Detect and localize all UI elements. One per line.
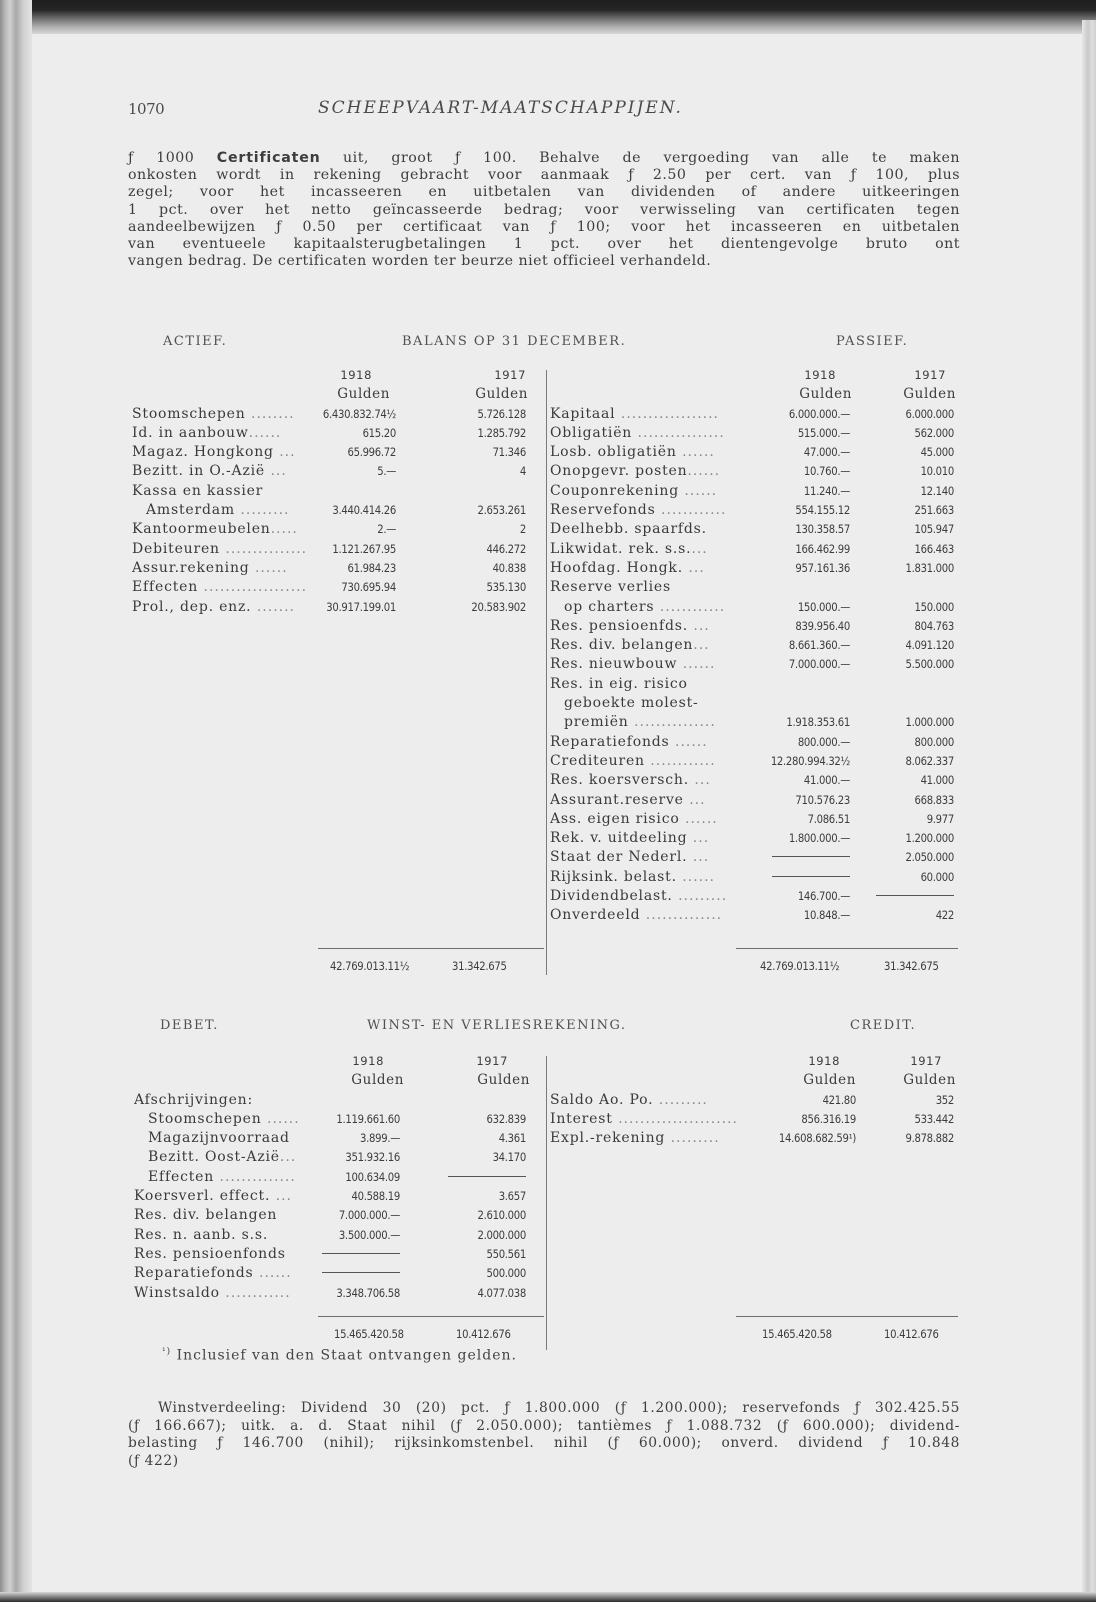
value-1918: 166.462.99 — [795, 542, 850, 556]
row-label: Magazijnvoorraad — [148, 1130, 290, 1147]
actief-label: ACTIEF. — [163, 334, 228, 349]
value-1917: 500.000 — [486, 1267, 526, 1281]
value-1917: 446.272 — [486, 542, 526, 556]
asset-row — [132, 462, 532, 481]
liability-row — [550, 887, 956, 906]
credit-table — [550, 1052, 956, 1148]
value-1917: 800.000 — [914, 735, 954, 749]
row-label: Bezitt. in O.-Azië ... — [132, 463, 287, 480]
value-1918: 61.984.23 — [347, 561, 396, 575]
value-1917: 535.130 — [486, 581, 526, 595]
value-1918: 41.000.— — [803, 774, 850, 788]
scan-binding-edge — [0, 0, 32, 1602]
assets-rows — [132, 405, 532, 617]
row-label: Res. nieuwbouw ...... — [550, 656, 716, 673]
row-label: Afschrijvingen: — [134, 1091, 253, 1108]
debit-row — [134, 1091, 532, 1110]
row-label: Ass. eigen risico ...... — [550, 810, 718, 827]
value-1917: 1.831.000 — [905, 561, 954, 575]
running-head: SCHEEPVAART-MAATSCHAPPIJEN. — [318, 98, 683, 118]
credit-row — [550, 1110, 956, 1129]
page-number: 1070 — [128, 100, 165, 118]
value-1918: 1.800.000.— — [788, 832, 850, 846]
assets-table — [132, 366, 532, 617]
value-1917: 4 — [519, 465, 526, 479]
row-label: Stoomschepen ...... — [148, 1110, 300, 1127]
liability-row — [550, 713, 956, 732]
value-1917: 71.346 — [492, 446, 526, 460]
value-1917: 352 — [935, 1093, 954, 1107]
value-1918: 6.000.000.— — [788, 407, 850, 421]
liability-row — [550, 675, 956, 694]
column-years-row: 1918 1917 — [340, 368, 526, 382]
row-label: Effecten .............. — [148, 1168, 296, 1185]
liability-row — [550, 424, 956, 443]
debit-table — [134, 1052, 532, 1303]
total-liabilities-1917: 31.342.675 — [884, 960, 939, 973]
value-1918: 47.000.— — [803, 446, 850, 460]
value-1917: 5.500.000 — [905, 658, 954, 672]
total-liabilities-1918: 42.769.013.11½ — [760, 960, 840, 973]
row-label: Staat der Nederl. ... — [550, 849, 710, 866]
liability-row — [550, 559, 956, 578]
intro-line: vangen bedrag. De certificaten worden ter beurze niet officieel verhandeld. — [128, 253, 712, 270]
liability-row — [550, 540, 956, 559]
row-label: Res. n. aanb. s.s. — [134, 1226, 269, 1243]
row-label: Deelhebb. spaarfds. — [550, 521, 707, 538]
asset-row — [132, 559, 532, 578]
value-1918: 10.848.— — [803, 909, 850, 923]
profit-loss-title: WINST- EN VERLIESREKENING. — [367, 1018, 627, 1033]
total-credit-1917: 10.412.676 — [884, 1328, 939, 1341]
credit-row — [550, 1129, 956, 1148]
certificaten-term: Certificaten — [216, 150, 321, 166]
row-label: Res. div. belangen — [134, 1207, 278, 1224]
column-unit-row: Gulden Gulden — [803, 1072, 956, 1089]
row-label: Likwidat. rek. s.s.... — [550, 540, 708, 557]
value-1917: 12.140 — [920, 484, 954, 498]
liabilities-total-rule — [736, 948, 958, 949]
row-label: Koersverl. effect. ... — [134, 1188, 293, 1205]
row-label: Obligatiën ................ — [550, 424, 725, 441]
value-1918: 615.20 — [362, 426, 396, 440]
debit-row — [134, 1264, 532, 1283]
value-1917: 3.657 — [498, 1190, 526, 1204]
total-debit-1918: 15.465.420.58 — [334, 1328, 404, 1341]
value-1918 — [772, 848, 850, 867]
value-1917: 6.000.000 — [905, 407, 954, 421]
liability-row — [550, 636, 956, 655]
row-label: Reparatiefonds ...... — [550, 733, 708, 750]
liability-row — [550, 829, 956, 848]
value-1918: 1.121.267.95 — [332, 542, 396, 556]
row-label: Assur.rekening ...... — [132, 559, 288, 576]
liability-row — [550, 520, 956, 539]
debit-rows — [134, 1091, 532, 1303]
value-1918: 130.358.57 — [795, 523, 850, 537]
liability-row — [550, 405, 956, 424]
liability-row — [550, 462, 956, 481]
row-label: Reserve verlies — [550, 579, 671, 596]
distribution-line: Winstverdeeling: Dividend 30 (20) pct. ƒ 1.800.000 (ƒ 1.200.000); reservefonds ƒ 302.425.55 — [158, 1400, 960, 1416]
value-1918 — [322, 1264, 400, 1283]
asset-row — [132, 501, 532, 520]
value-1918: 30.917.199.01 — [326, 600, 396, 614]
value-1917: 1.000.000 — [905, 716, 954, 730]
row-label: Prol., dep. enz. ....... — [132, 598, 296, 615]
row-label: Kassa en kassier — [132, 482, 264, 499]
intro-line: zegel; voor het incasseeren en uitbetalen van dividenden of andere uitkeeringen — [128, 184, 960, 201]
distribution-line: (ƒ 166.667); uitk. a. d. Staat nihil (ƒ 2.050.000); tantièmes ƒ 1.088.732 (ƒ 600.000); dividend- — [128, 1417, 960, 1434]
balance-divider — [546, 370, 547, 975]
value-1917: 668.833 — [914, 793, 954, 807]
row-label: Winstsaldo ............ — [134, 1284, 291, 1301]
scan-right-edge — [1082, 20, 1096, 1602]
value-1918: 856.316.19 — [801, 1112, 856, 1126]
value-1918: 146.700.— — [797, 890, 850, 904]
liability-row — [550, 443, 956, 462]
value-1918: 421.80 — [822, 1093, 856, 1107]
value-1917: 804.763 — [914, 619, 954, 633]
value-1918: 8.661.360.— — [788, 639, 850, 653]
column-years-row: 1918 1917 — [804, 368, 946, 382]
debit-row — [134, 1226, 532, 1245]
row-label: Kantoormeubelen..... — [132, 521, 298, 538]
total-debit-1917: 10.412.676 — [456, 1328, 511, 1341]
row-label: Dividendbelast. ......... — [550, 888, 728, 905]
liability-row — [550, 771, 956, 790]
row-label: Effecten ................... — [132, 579, 308, 596]
value-1917: 60.000 — [920, 870, 954, 884]
value-1917: 40.838 — [492, 561, 526, 575]
row-label: Res. koersversch. ... — [550, 772, 711, 789]
value-1918: 1.119.661.60 — [336, 1112, 400, 1126]
liability-row — [550, 617, 956, 636]
row-label: Kapitaal .................. — [550, 405, 720, 422]
liability-row — [550, 598, 956, 617]
value-1918: 710.576.23 — [795, 793, 850, 807]
distribution-line: (ƒ 422) — [128, 1452, 179, 1469]
debit-row — [134, 1245, 532, 1264]
footnote: $^{^1)}$ Inclusief van den Staat ontvangen gelden. — [162, 1347, 517, 1364]
row-label: Amsterdam ......... — [146, 502, 290, 519]
column-years-row: 1918 1917 — [352, 1054, 508, 1068]
liability-row — [550, 810, 956, 829]
value-1917: 41.000 — [920, 774, 954, 788]
value-1918: 7.000.000.— — [788, 658, 850, 672]
row-label: premiën ............... — [564, 714, 716, 731]
value-1917: 10.010 — [920, 465, 954, 479]
distribution-line: belasting ƒ 146.700 (nihil); rijksinkomstenbel. nihil (ƒ 60.000); onverd. dividend ƒ 10.848 — [128, 1435, 960, 1451]
footnote-marker: ¹) — [162, 1347, 172, 1357]
nil-dash — [322, 1253, 400, 1254]
value-1918: 2.— — [377, 523, 396, 537]
debit-row — [134, 1168, 532, 1187]
liability-row — [550, 752, 956, 771]
value-1917: 4.077.038 — [477, 1286, 526, 1300]
row-label: Id. in aanbouw...... — [132, 424, 282, 441]
value-1918: 150.000.— — [797, 600, 850, 614]
row-label: Res. div. belangen... — [550, 637, 710, 654]
value-1918: 7.000.000.— — [338, 1209, 400, 1223]
liability-row — [550, 482, 956, 501]
row-label: Debiteuren ............... — [132, 540, 308, 557]
intro-line: onkosten wordt in rekening gebracht voor aanmaak ƒ 2.50 per cert. van ƒ 100, plus — [128, 167, 960, 184]
liability-row — [550, 501, 956, 520]
credit-row — [550, 1091, 956, 1110]
assets-total-rule — [318, 948, 544, 949]
total-assets-1917: 31.342.675 — [452, 960, 507, 973]
value-1918: 11.240.— — [803, 484, 850, 498]
liability-row — [550, 848, 956, 867]
liabilities-table — [550, 366, 956, 926]
value-1917: 2.050.000 — [905, 851, 954, 865]
row-label: Magaz. Hongkong ... — [132, 444, 296, 461]
liability-row — [550, 694, 956, 713]
scan-bottom-edge — [0, 1592, 1096, 1602]
liability-row — [550, 655, 956, 674]
debet-label: DEBET. — [160, 1018, 219, 1033]
value-1917: 251.663 — [914, 504, 954, 518]
value-1918: 65.996.72 — [347, 446, 396, 460]
debit-total-rule — [318, 1316, 544, 1317]
value-1917: 34.170 — [492, 1151, 526, 1165]
debit-row — [134, 1129, 532, 1148]
passief-label: PASSIEF. — [836, 334, 909, 349]
value-1917: 8.062.337 — [905, 754, 954, 768]
row-label: Saldo Ao. Po. ......... — [550, 1091, 708, 1108]
credit-total-rule — [736, 1316, 958, 1317]
value-1918 — [772, 868, 850, 887]
debit-row — [134, 1110, 532, 1129]
row-label: Res. in eig. risico — [550, 675, 688, 692]
column-unit-row: Gulden Gulden — [337, 386, 528, 403]
row-label: Rek. v. uitdeeling ... — [550, 830, 710, 847]
asset-row — [132, 424, 532, 443]
value-1917: 632.839 — [486, 1112, 526, 1126]
asset-row — [132, 540, 532, 559]
total-credit-1918: 15.465.420.58 — [762, 1328, 832, 1341]
row-label: Couponrekening ...... — [550, 482, 718, 499]
debit-row — [134, 1187, 532, 1206]
intro-line: van eventueele kapitaalsterugbetalingen 1 pct. over het dientengevolge bruto ont — [128, 236, 960, 253]
asset-row — [132, 598, 532, 617]
column-years-row: 1918 1917 — [808, 1054, 942, 1068]
value-1918: 515.000.— — [797, 426, 850, 440]
value-1918: 3.899.— — [360, 1132, 400, 1146]
value-1917: 9.977 — [926, 812, 954, 826]
value-1917: 5.726.128 — [477, 407, 526, 421]
asset-row — [132, 578, 532, 597]
row-label: Crediteuren ............ — [550, 752, 716, 769]
value-1918: 554.155.12 — [795, 504, 850, 518]
scan-top-edge — [0, 0, 1096, 34]
value-1917: 150.000 — [914, 600, 954, 614]
value-1917 — [448, 1168, 526, 1187]
debit-row — [134, 1206, 532, 1225]
row-label: Bezitt. Oost-Azië... — [148, 1149, 297, 1166]
asset-row — [132, 443, 532, 462]
nil-dash — [322, 1272, 400, 1273]
value-1917: 533.442 — [914, 1112, 954, 1126]
row-label: Expl.-rekening ......... — [550, 1130, 720, 1147]
value-1917: 166.463 — [914, 542, 954, 556]
value-1918: 957.161.36 — [795, 561, 850, 575]
intro-paragraph — [128, 150, 960, 270]
value-1918: 1.918.353.61 — [786, 716, 850, 730]
value-1918: 839.956.40 — [795, 619, 850, 633]
balance-sheet-title: BALANS OP 31 DECEMBER. — [402, 334, 627, 349]
value-1918: 3.348.706.58 — [336, 1286, 400, 1300]
row-label: Rijksink. belast. ...... — [550, 868, 715, 885]
credit-rows — [550, 1091, 956, 1149]
value-1917: 45.000 — [920, 446, 954, 460]
row-label: Reservefonds ............ — [550, 502, 727, 519]
value-1918: 6.430.832.74½ — [322, 407, 396, 421]
debit-row — [134, 1284, 532, 1303]
value-1918: 351.932.16 — [345, 1151, 400, 1165]
intro-line: aandeelbewijzen ƒ 0.50 per certificaat van ƒ 100; voor het incasseeren en uitbetalen — [128, 218, 960, 235]
liability-row — [550, 733, 956, 752]
value-1918: 7.086.51 — [807, 812, 850, 826]
value-1917: 550.561 — [486, 1247, 526, 1261]
liability-row — [550, 578, 956, 597]
value-1917: 1.285.792 — [477, 426, 526, 440]
row-label: Hoofdag. Hongk. ... — [550, 559, 705, 576]
column-unit-row: Gulden Gulden — [351, 1072, 530, 1089]
value-1918: 12.280.994.32½ — [770, 754, 850, 768]
value-1917 — [876, 887, 954, 906]
liability-row — [550, 791, 956, 810]
profit-distribution-paragraph — [128, 1400, 960, 1470]
value-1918: 3.500.000.— — [338, 1228, 400, 1242]
intro-line: ƒ 1000 Certificaten uit, groot ƒ 100. Behalve de vergoeding van alle te maken — [128, 150, 960, 166]
value-1917: 2.610.000 — [477, 1209, 526, 1223]
row-label: Losb. obligatiën ...... — [550, 444, 715, 461]
row-label: Interest ...................... — [550, 1110, 739, 1127]
value-1917: 2.000.000 — [477, 1228, 526, 1242]
value-1918: 5.— — [377, 465, 396, 479]
value-1917: 4.361 — [498, 1132, 526, 1146]
liabilities-rows — [550, 405, 956, 926]
row-label: Assurant.reserve ... — [550, 791, 706, 808]
nil-dash — [876, 895, 954, 896]
value-1917: 2.653.261 — [477, 504, 526, 518]
row-label: op charters ............ — [564, 598, 726, 615]
asset-row — [132, 520, 532, 539]
liability-row — [550, 868, 956, 887]
total-assets-1918: 42.769.013.11½ — [330, 960, 410, 973]
value-1917: 20.583.902 — [471, 600, 526, 614]
value-1918: 14.608.682.59¹) — [778, 1132, 856, 1146]
row-label: Stoomschepen ........ — [132, 405, 295, 422]
value-1917: 105.947 — [914, 523, 954, 537]
value-1917: 9.878.882 — [905, 1132, 954, 1146]
nil-dash — [772, 856, 850, 857]
credit-label: CREDIT. — [850, 1018, 917, 1033]
value-1918: 100.634.09 — [345, 1170, 400, 1184]
row-label: Onopgevr. posten...... — [550, 463, 721, 480]
value-1917: 1.200.000 — [905, 832, 954, 846]
nil-dash — [772, 876, 850, 877]
row-label: Onverdeeld .............. — [550, 907, 723, 924]
row-label: Res. pensioenfds. ... — [550, 617, 710, 634]
debit-row — [134, 1148, 532, 1167]
value-1917: 4.091.120 — [905, 639, 954, 653]
column-unit-row: Gulden Gulden — [799, 386, 956, 403]
row-label: Res. pensioenfonds — [134, 1245, 286, 1262]
nil-dash — [448, 1176, 526, 1177]
value-1918 — [322, 1245, 400, 1264]
intro-line: 1 pct. over het netto geïncasseerde bedrag; voor verwisseling van certificaten tegen — [128, 201, 960, 218]
row-label: Reparatiefonds ...... — [134, 1265, 292, 1282]
value-1918: 730.695.94 — [341, 581, 396, 595]
liability-row — [550, 906, 956, 925]
asset-row — [132, 405, 532, 424]
value-1917: 422 — [935, 909, 954, 923]
profit-loss-divider — [546, 1056, 547, 1350]
value-1917: 2 — [519, 523, 526, 537]
row-label: geboekte molest- — [564, 695, 699, 712]
value-1918: 800.000.— — [797, 735, 850, 749]
value-1918: 40.588.19 — [351, 1190, 400, 1204]
value-1918: 10.760.— — [803, 465, 850, 479]
value-1917: 562.000 — [914, 426, 954, 440]
asset-row — [132, 482, 532, 501]
value-1918: 3.440.414.26 — [332, 504, 396, 518]
